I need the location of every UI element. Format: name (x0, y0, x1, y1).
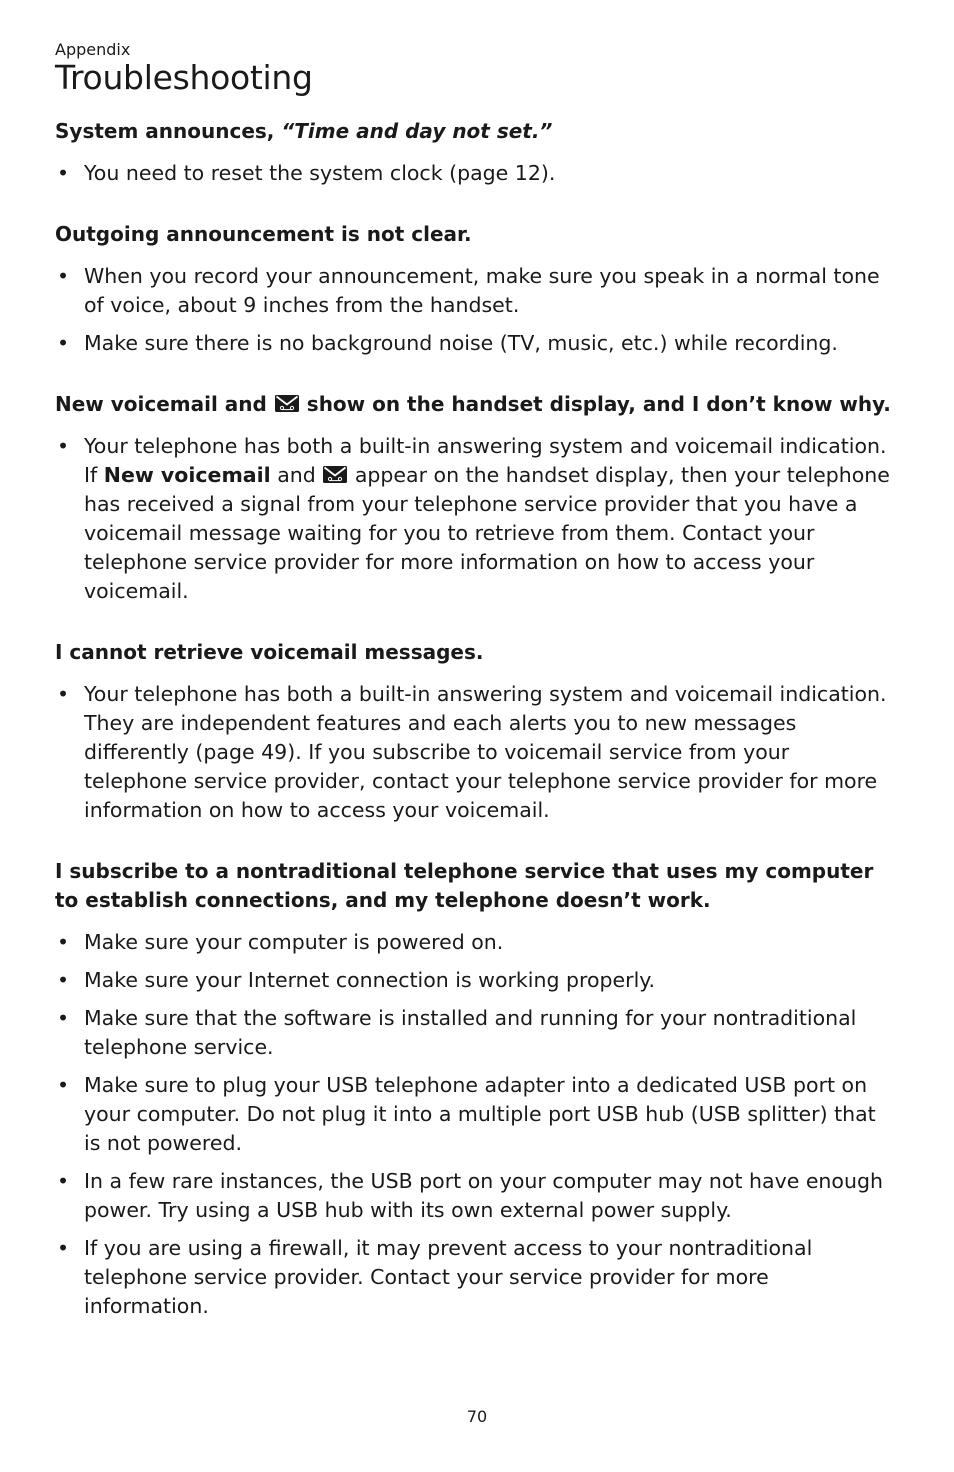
voicemail-envelope-icon (274, 394, 300, 413)
heading-quote: “Time and day not set.” (281, 119, 553, 143)
text-run: Your telephone has both a built-in answering system and voicemail indication. If (84, 434, 887, 487)
text-run: and (270, 463, 323, 487)
heading-new-voicemail (55, 390, 895, 419)
list-item: • Make sure there is no background noise (TV, music, etc.) while recording. (55, 329, 895, 358)
heading-part-1: New voicemail and (55, 392, 274, 416)
text-run: appear on the handset display, then your telephone has received a signal from your telephone service provider that you have a voicemail message waiting for you to retrieve from them. Contact your telephone service provider for more information on how to access your voicemail. (84, 463, 890, 603)
heading-prefix: System announces, (55, 119, 282, 143)
list-item: • When you record your announcement, make sure you speak in a normal tone of voice, about 9 inches from the handset. (55, 262, 895, 320)
section-label: Appendix (55, 40, 131, 59)
list-item: • Your telephone has both a built-in answering system and voicemail indication. They are independent features and each alerts you to new messages differently (page 49). If you subscribe to voicemail service from your telephone service provider, contact your telephone service provider for more information on how to access your voicemail. (55, 680, 895, 825)
list-item: • You need to reset the system clock (page 12). (55, 159, 895, 188)
page-title: Troubleshooting (55, 58, 313, 97)
bullet-list-retrieve (55, 680, 895, 825)
bullet-list-nontraditional (55, 928, 895, 1321)
list-item (55, 432, 895, 606)
heading-part-2: show on the handset display, and I don’t know why. (299, 392, 891, 416)
voicemail-envelope-icon (322, 465, 348, 484)
list-item: • If you are using a firewall, it may prevent access to your nontraditional telephone service provider. Contact your service provider for more information. (55, 1234, 895, 1321)
heading-cannot-retrieve: I cannot retrieve voicemail messages. (55, 640, 484, 664)
list-item: • Make sure to plug your USB telephone adapter into a dedicated USB port on your computer. Do not plug it into a multiple port USB hub (USB splitter) that is not powered. (55, 1071, 895, 1158)
bullet-list-new-voicemail (55, 432, 895, 606)
heading-nontraditional-service: I subscribe to a nontraditional telephone service that uses my computer to establish connections, and my telephone doesn’t work. (55, 859, 874, 912)
bullet-list-announcement (55, 262, 895, 358)
bullet-list-time (55, 159, 895, 188)
heading-time-not-set (55, 117, 895, 146)
list-item: • Make sure your computer is powered on. (55, 928, 895, 957)
new-voicemail-term: New voicemail (103, 463, 271, 487)
list-item: • Make sure that the software is installed and running for your nontraditional telephone service. (55, 1004, 895, 1062)
content (55, 117, 895, 1330)
heading-announcement-unclear: Outgoing announcement is not clear. (55, 222, 472, 246)
list-item: • Make sure your Internet connection is working properly. (55, 966, 895, 995)
page-number: 70 (466, 1407, 488, 1426)
list-item: • In a few rare instances, the USB port on your computer may not have enough power. Try using a USB hub with its own external power supply. (55, 1167, 895, 1225)
